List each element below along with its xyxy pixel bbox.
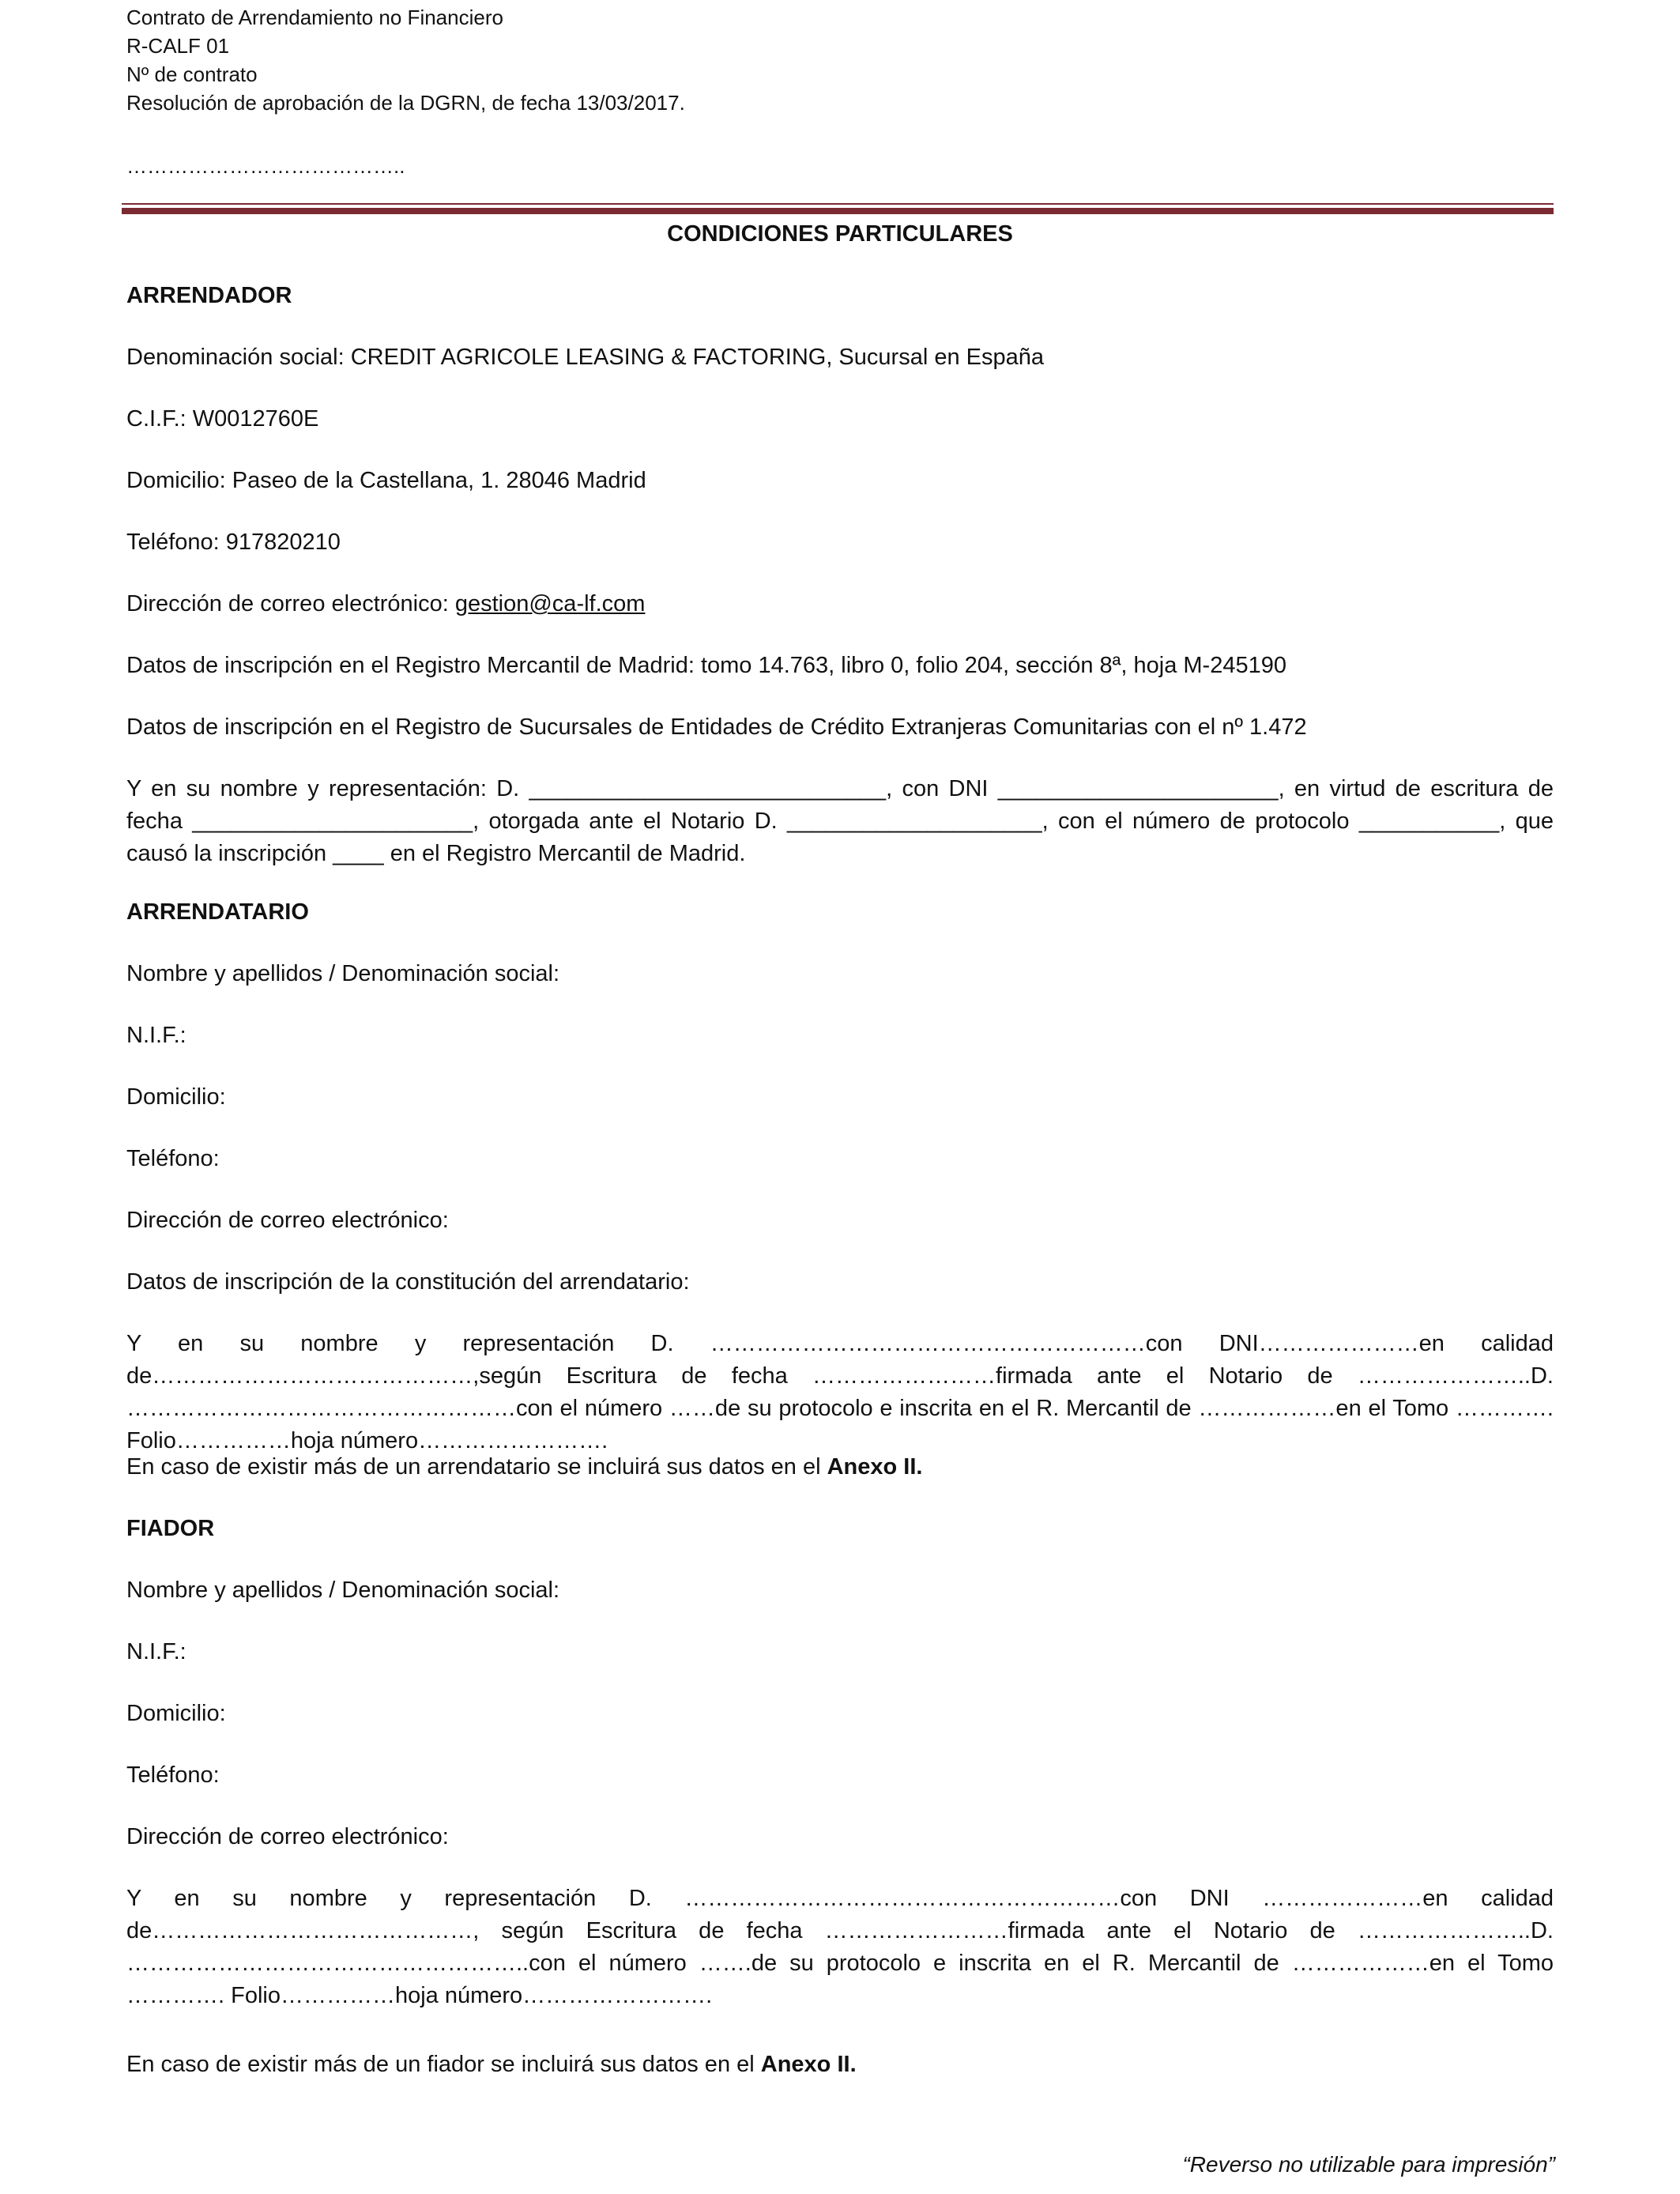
arrendador-email-link[interactable]: gestion@ca-lf.com xyxy=(454,591,646,616)
fiador-telefono: Teléfono: xyxy=(126,1762,220,1788)
fiador-heading: FIADOR xyxy=(126,1516,215,1541)
arrendador-cif: C.I.F.: W0012760E xyxy=(126,406,319,432)
arrendatario-nombre: Nombre y apellidos / Denominación social: xyxy=(126,961,560,986)
arrendador-domicilio: Domicilio: Paseo de la Castellana, 1. 28046 Madrid xyxy=(126,468,646,493)
fiador-nombre: Nombre y apellidos / Denominación social: xyxy=(126,1578,560,1603)
header-contract-code: R-CALF 01 xyxy=(126,34,230,58)
fiador-domicilio: Domicilio: xyxy=(126,1701,226,1726)
fiador-anexo-ref: Anexo II. xyxy=(760,2052,857,2077)
header-dots: ………………………………….. xyxy=(126,154,405,178)
footer-note: “Reverso no utilizable para impresión” xyxy=(1182,2152,1555,2177)
divider-thin xyxy=(122,203,1554,205)
arrendatario-inscripcion: Datos de inscripción de la constitución del arrendatario: xyxy=(126,1269,690,1295)
arrendador-denominacion: Denominación social: CREDIT AGRICOLE LEASING & FACTORING, Sucursal en España xyxy=(126,345,1044,370)
arrendador-telefono: Teléfono: 917820210 xyxy=(126,530,341,555)
fiador-representacion: Y en su nombre y representación D. …………………………………………………con DNI …………………en calidad de……………………………………, según Escritura de fecha ……………………firmada ante el Notario de …………………..D. ……………………………………………..con el número …….de su protocolo e inscrita en el R. Mercantil de ………………en el Tomo …………. Folio……………hoja número……………………. xyxy=(126,1886,1554,2008)
arrendatario-heading: ARRENDATARIO xyxy=(126,899,309,925)
arrendador-email-line xyxy=(126,588,1554,620)
arrendador-registro-sucursales: Datos de inscripción en el Registro de Sucursales de Entidades de Crédito Extranjeras Comunitarias con el nº 1.472 xyxy=(126,714,1307,740)
arrendatario-telefono: Teléfono: xyxy=(126,1146,220,1171)
fiador-email: Dirección de correo electrónico: xyxy=(126,1824,449,1849)
arrendador-email-label: Dirección de correo electrónico: xyxy=(126,591,455,616)
header-contract-type: Contrato de Arrendamiento no Financiero xyxy=(126,6,503,29)
divider-thick xyxy=(122,208,1554,214)
arrendatario-nif: N.I.F.: xyxy=(126,1023,186,1048)
arrendatario-representacion: Y en su nombre y representación D. …………………………………………………con DNI…………………en calidad de……………………………………,según Escritura de fecha ……………………firmada ante el Notario de …………………..D. ……………………………………………con el número ……de su protocolo e inscrita en el R. Mercantil de ………………en el Tomo …………. Folio……………hoja número……………………. xyxy=(126,1331,1554,1453)
arrendatario-anexo-ref: Anexo II. xyxy=(827,1454,923,1480)
arrendador-heading: ARRENDADOR xyxy=(126,283,292,308)
fiador-nif: N.I.F.: xyxy=(126,1639,186,1664)
fiador-anexo-text: En caso de existir más de un fiador se incluirá sus datos en el xyxy=(126,2052,761,2077)
arrendatario-anexo-text: En caso de existir más de un arrendatario se incluirá sus datos en el xyxy=(126,1454,827,1480)
arrendador-registro-mercantil: Datos de inscripción en el Registro Mercantil de Madrid: tomo 14.763, libro 0, folio 204, sección 8ª, hoja M-245190 xyxy=(126,653,1286,678)
header-contract-number: Nº de contrato xyxy=(126,62,258,86)
arrendatario-email: Dirección de correo electrónico: xyxy=(126,1208,449,1233)
header-dgrn-resolution: Resolución de aprobación de la DGRN, de fecha 13/03/2017. xyxy=(126,91,685,115)
arrendatario-anexo-line xyxy=(126,1451,1554,1483)
fiador-anexo-line xyxy=(126,2049,1554,2081)
arrendador-representacion: Y en su nombre y representación: D. ____________________________, con DNI ______________________, en virtud de escritura de fecha ______________________, otorgada ante el Notario D. ____________________, con el número de protocolo ___________, que causó la inscripción ____ en el Registro Mercantil de Madrid. xyxy=(126,776,1554,866)
arrendatario-domicilio: Domicilio: xyxy=(126,1084,226,1110)
page-title: CONDICIONES PARTICULARES xyxy=(667,221,1013,247)
